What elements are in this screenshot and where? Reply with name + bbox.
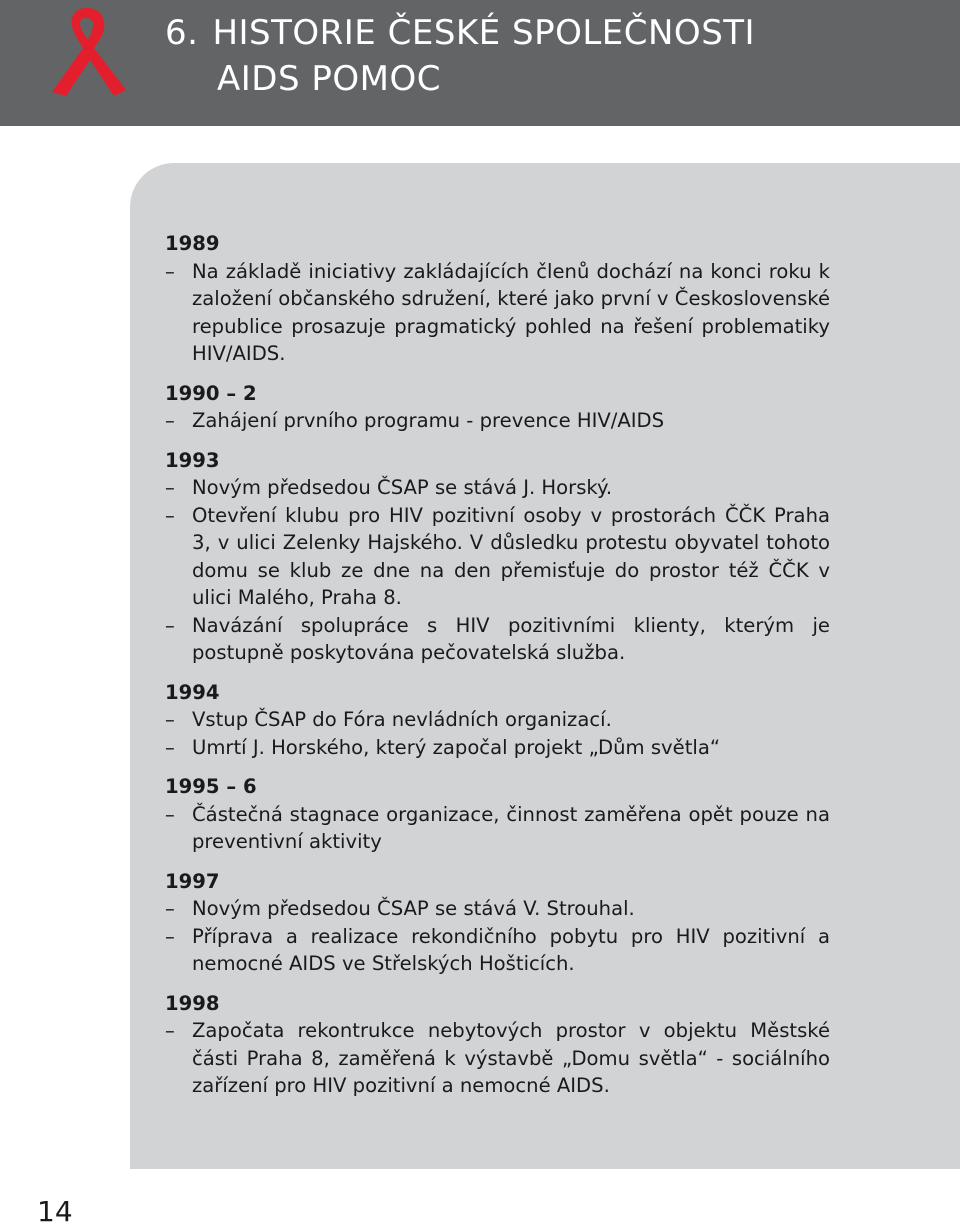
timeline bbox=[165, 230, 830, 1100]
entry-text: Zahájení prvního programu - prevence HIV/AIDS bbox=[192, 409, 665, 432]
title-line-2: AIDS POMOC bbox=[217, 59, 441, 99]
bottom-strip bbox=[0, 1169, 960, 1229]
aids-ribbon-icon bbox=[46, 2, 126, 96]
timeline-entry bbox=[165, 258, 830, 368]
dash: – bbox=[165, 1019, 175, 1042]
year-heading: 1995 – 6 bbox=[165, 775, 257, 798]
dash: – bbox=[165, 476, 175, 499]
timeline-entry bbox=[165, 923, 830, 978]
timeline-entry bbox=[165, 407, 830, 435]
year-heading: 1997 bbox=[165, 869, 220, 893]
entry-text: Započata rekontrukce nebytových prostor v objektu Městské části Praha 8, zaměřená k výstavbě „Domu světla“ - sociálního zařízení pro HIV pozitivní a nemocné AIDS. bbox=[192, 1019, 830, 1097]
chapter-number: 6. bbox=[165, 13, 199, 53]
timeline-entry bbox=[165, 734, 830, 762]
timeline-entry bbox=[165, 612, 830, 667]
timeline-entry bbox=[165, 502, 830, 612]
dash: – bbox=[165, 503, 175, 527]
year-heading: 1993 bbox=[165, 448, 220, 472]
dash: – bbox=[165, 735, 175, 759]
timeline-entry bbox=[165, 801, 830, 856]
dash: – bbox=[165, 802, 175, 826]
timeline-entry bbox=[165, 895, 830, 923]
timeline-entry bbox=[165, 706, 830, 734]
entry-text: Otevření klubu pro HIV pozitivní osoby v prostorách ČČK Praha 3, v ulici Zelenky Hajského. V důsledku protestu obyvatel tohoto domu se klub ze dne na den přemisťuje do prostor též ČČK v ulici Malého, Praha 8. bbox=[192, 503, 830, 609]
dash: – bbox=[165, 924, 175, 948]
page-title bbox=[165, 10, 755, 102]
entry-text: Na základě iniciativy zakládajících členů dochází na konci roku k založení občanského sdružení, které jako první v Československé republice prosazuje pragmatický pohled na řešení problematiky HIV/AIDS. bbox=[192, 259, 830, 365]
year-heading: 1990 – 2 bbox=[165, 381, 257, 405]
dash: – bbox=[165, 708, 175, 731]
dash: – bbox=[165, 897, 175, 920]
header-bar bbox=[0, 0, 960, 126]
year-heading: 1989 bbox=[165, 232, 220, 255]
title-line-1 bbox=[165, 10, 755, 56]
entry-text: Navázání spolupráce s HIV pozitivními klienty, kterým je postupně poskytována pečovatelská služba. bbox=[192, 613, 830, 664]
timeline-entry bbox=[165, 474, 830, 502]
year-heading: 1998 bbox=[165, 991, 220, 1015]
entry-text: Novým předsedou ČSAP se stává J. Horský. bbox=[192, 476, 613, 499]
title-text-1: HISTORIE ČESKÉ SPOLEČNOSTI bbox=[212, 13, 756, 53]
dash: – bbox=[165, 409, 175, 432]
entry-text: Částečná stagnace organizace, činnost zaměřena opět pouze na preventivní aktivity bbox=[192, 802, 830, 853]
entry-text: Umrtí J. Horského, který započal projekt „Dům světla“ bbox=[192, 735, 720, 759]
year-heading: 1994 bbox=[165, 680, 220, 704]
entry-text: Novým předsedou ČSAP se stává V. Strouhal. bbox=[192, 897, 635, 920]
page-number: 14 bbox=[37, 1195, 73, 1228]
entry-text: Vstup ČSAP do Fóra nevládních organizací. bbox=[192, 708, 612, 731]
dash: – bbox=[165, 259, 175, 283]
timeline-entry bbox=[165, 1017, 830, 1100]
entry-text: Příprava a realizace rekondičního pobytu pro HIV pozitivní a nemocné AIDS ve Střelských Hošticích. bbox=[192, 924, 830, 975]
dash: – bbox=[165, 613, 175, 637]
